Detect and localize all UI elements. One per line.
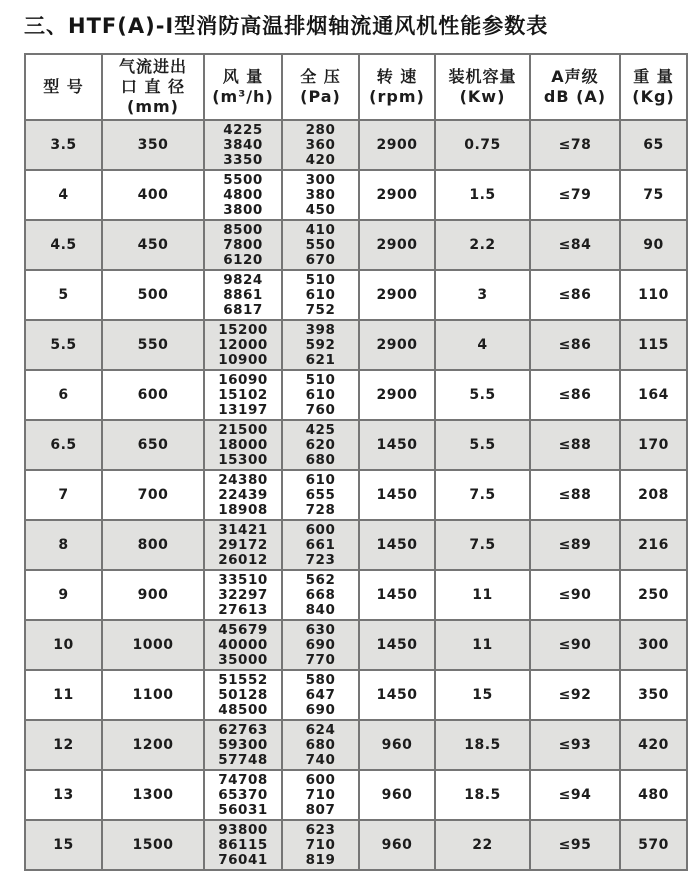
cell-model: 7 xyxy=(25,470,102,520)
cell-noise: ≤93 xyxy=(530,720,620,770)
table-row xyxy=(25,570,687,620)
cell-weight: 90 xyxy=(620,220,687,270)
cell-model: 12 xyxy=(25,720,102,770)
cell-airflow: 33510 32297 27613 xyxy=(204,570,282,620)
cell-airflow: 8500 7800 6120 xyxy=(204,220,282,270)
cell-model: 4.5 xyxy=(25,220,102,270)
cell-pressure: 425 620 680 xyxy=(282,420,359,470)
cell-speed: 1450 xyxy=(359,620,435,670)
cell-speed: 960 xyxy=(359,820,435,870)
cell-pressure: 610 655 728 xyxy=(282,470,359,520)
cell-diameter: 1100 xyxy=(102,670,204,720)
cell-airflow: 4225 3840 3350 xyxy=(204,120,282,170)
cell-noise: ≤90 xyxy=(530,620,620,670)
cell-diameter: 1000 xyxy=(102,620,204,670)
cell-speed: 2900 xyxy=(359,120,435,170)
cell-airflow: 74708 65370 56031 xyxy=(204,770,282,820)
cell-pressure: 510 610 752 xyxy=(282,270,359,320)
cell-power: 7.5 xyxy=(435,520,530,570)
cell-airflow: 15200 12000 10900 xyxy=(204,320,282,370)
cell-weight: 164 xyxy=(620,370,687,420)
column-header-weight: 重 量 (Kg) xyxy=(620,54,687,120)
table-row xyxy=(25,620,687,670)
cell-pressure: 624 680 740 xyxy=(282,720,359,770)
cell-speed: 1450 xyxy=(359,670,435,720)
table-row xyxy=(25,420,687,470)
table-row xyxy=(25,270,687,320)
cell-model: 15 xyxy=(25,820,102,870)
cell-model: 8 xyxy=(25,520,102,570)
cell-weight: 480 xyxy=(620,770,687,820)
column-header-diameter: 气流进出 口 直 径 (mm) xyxy=(102,54,204,120)
cell-model: 9 xyxy=(25,570,102,620)
fan-spec-table xyxy=(24,53,688,871)
cell-speed: 1450 xyxy=(359,570,435,620)
cell-speed: 2900 xyxy=(359,170,435,220)
cell-airflow: 31421 29172 26012 xyxy=(204,520,282,570)
cell-pressure: 410 550 670 xyxy=(282,220,359,270)
cell-pressure: 562 668 840 xyxy=(282,570,359,620)
cell-weight: 115 xyxy=(620,320,687,370)
cell-airflow: 24380 22439 18908 xyxy=(204,470,282,520)
cell-weight: 216 xyxy=(620,520,687,570)
cell-airflow: 62763 59300 57748 xyxy=(204,720,282,770)
cell-speed: 2900 xyxy=(359,320,435,370)
cell-pressure: 600 710 807 xyxy=(282,770,359,820)
column-header-pressure: 全 压 (Pa) xyxy=(282,54,359,120)
cell-model: 5 xyxy=(25,270,102,320)
cell-power: 18.5 xyxy=(435,720,530,770)
cell-airflow: 45679 40000 35000 xyxy=(204,620,282,670)
cell-diameter: 900 xyxy=(102,570,204,620)
cell-speed: 1450 xyxy=(359,420,435,470)
cell-speed: 960 xyxy=(359,720,435,770)
cell-pressure: 510 610 760 xyxy=(282,370,359,420)
cell-weight: 420 xyxy=(620,720,687,770)
cell-speed: 2900 xyxy=(359,220,435,270)
cell-airflow: 5500 4800 3800 xyxy=(204,170,282,220)
cell-noise: ≤92 xyxy=(530,670,620,720)
cell-diameter: 1500 xyxy=(102,820,204,870)
column-header-noise: A声级 dB (A) xyxy=(530,54,620,120)
cell-power: 3 xyxy=(435,270,530,320)
cell-weight: 300 xyxy=(620,620,687,670)
page-title: 三、HTF(A)-Ⅰ型消防高温排烟轴流通风机性能参数表 xyxy=(24,14,549,38)
cell-power: 5.5 xyxy=(435,420,530,470)
cell-noise: ≤90 xyxy=(530,570,620,620)
table-row xyxy=(25,120,687,170)
cell-power: 7.5 xyxy=(435,470,530,520)
cell-diameter: 400 xyxy=(102,170,204,220)
cell-noise: ≤86 xyxy=(530,370,620,420)
cell-power: 5.5 xyxy=(435,370,530,420)
cell-weight: 350 xyxy=(620,670,687,720)
cell-noise: ≤95 xyxy=(530,820,620,870)
cell-power: 4 xyxy=(435,320,530,370)
cell-weight: 65 xyxy=(620,120,687,170)
table-row xyxy=(25,320,687,370)
cell-model: 3.5 xyxy=(25,120,102,170)
cell-diameter: 550 xyxy=(102,320,204,370)
cell-noise: ≤86 xyxy=(530,320,620,370)
cell-pressure: 280 360 420 xyxy=(282,120,359,170)
table-row xyxy=(25,220,687,270)
cell-airflow: 16090 15102 13197 xyxy=(204,370,282,420)
cell-diameter: 600 xyxy=(102,370,204,420)
cell-speed: 1450 xyxy=(359,520,435,570)
column-header-airflow: 风 量 (m³/h) xyxy=(204,54,282,120)
table-row xyxy=(25,520,687,570)
table-row xyxy=(25,720,687,770)
cell-pressure: 300 380 450 xyxy=(282,170,359,220)
cell-noise: ≤84 xyxy=(530,220,620,270)
cell-diameter: 350 xyxy=(102,120,204,170)
cell-noise: ≤89 xyxy=(530,520,620,570)
cell-diameter: 1200 xyxy=(102,720,204,770)
cell-power: 2.2 xyxy=(435,220,530,270)
cell-airflow: 21500 18000 15300 xyxy=(204,420,282,470)
cell-pressure: 630 690 770 xyxy=(282,620,359,670)
cell-diameter: 800 xyxy=(102,520,204,570)
cell-model: 6.5 xyxy=(25,420,102,470)
table-row xyxy=(25,820,687,870)
column-header-model: 型 号 xyxy=(25,54,102,120)
cell-model: 10 xyxy=(25,620,102,670)
cell-weight: 570 xyxy=(620,820,687,870)
table-row xyxy=(25,370,687,420)
cell-power: 11 xyxy=(435,620,530,670)
cell-power: 1.5 xyxy=(435,170,530,220)
cell-pressure: 623 710 819 xyxy=(282,820,359,870)
cell-power: 22 xyxy=(435,820,530,870)
cell-diameter: 500 xyxy=(102,270,204,320)
cell-speed: 1450 xyxy=(359,470,435,520)
cell-pressure: 398 592 621 xyxy=(282,320,359,370)
column-header-speed: 转 速 (rpm) xyxy=(359,54,435,120)
cell-diameter: 450 xyxy=(102,220,204,270)
cell-noise: ≤86 xyxy=(530,270,620,320)
cell-speed: 960 xyxy=(359,770,435,820)
cell-model: 5.5 xyxy=(25,320,102,370)
cell-weight: 250 xyxy=(620,570,687,620)
cell-weight: 75 xyxy=(620,170,687,220)
cell-model: 6 xyxy=(25,370,102,420)
cell-noise: ≤88 xyxy=(530,470,620,520)
cell-power: 15 xyxy=(435,670,530,720)
table-row xyxy=(25,470,687,520)
column-header-power: 装机容量 (Kw) xyxy=(435,54,530,120)
cell-weight: 208 xyxy=(620,470,687,520)
cell-airflow: 9824 8861 6817 xyxy=(204,270,282,320)
cell-speed: 2900 xyxy=(359,370,435,420)
cell-diameter: 1300 xyxy=(102,770,204,820)
table-row xyxy=(25,670,687,720)
table-row xyxy=(25,170,687,220)
cell-model: 4 xyxy=(25,170,102,220)
cell-diameter: 650 xyxy=(102,420,204,470)
cell-power: 18.5 xyxy=(435,770,530,820)
cell-weight: 170 xyxy=(620,420,687,470)
cell-noise: ≤79 xyxy=(530,170,620,220)
cell-airflow: 51552 50128 48500 xyxy=(204,670,282,720)
cell-pressure: 580 647 690 xyxy=(282,670,359,720)
cell-power: 11 xyxy=(435,570,530,620)
table-row xyxy=(25,770,687,820)
cell-noise: ≤94 xyxy=(530,770,620,820)
cell-model: 13 xyxy=(25,770,102,820)
cell-speed: 2900 xyxy=(359,270,435,320)
cell-noise: ≤78 xyxy=(530,120,620,170)
cell-diameter: 700 xyxy=(102,470,204,520)
cell-noise: ≤88 xyxy=(530,420,620,470)
table-header-row xyxy=(25,54,687,120)
cell-airflow: 93800 86115 76041 xyxy=(204,820,282,870)
cell-power: 0.75 xyxy=(435,120,530,170)
cell-pressure: 600 661 723 xyxy=(282,520,359,570)
cell-model: 11 xyxy=(25,670,102,720)
cell-weight: 110 xyxy=(620,270,687,320)
